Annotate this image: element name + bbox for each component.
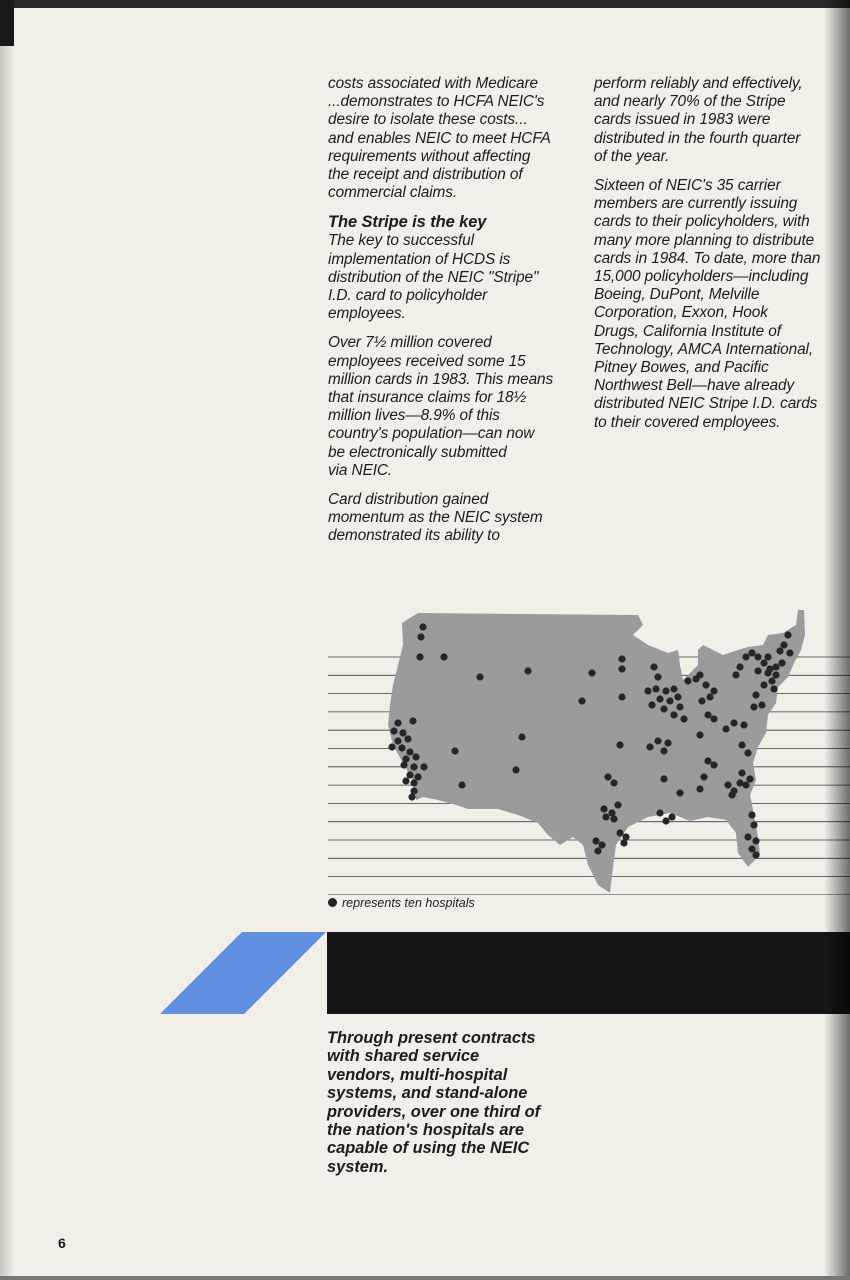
hospital-dot [404,735,411,742]
hospital-dot [398,744,405,751]
hospital-dot [578,697,585,704]
hospital-dot [390,727,397,734]
legend-dot-icon [328,898,337,907]
hospital-dot [710,761,717,768]
hospital-dot [744,749,751,756]
hospital-dot [748,845,755,852]
hospital-dot [656,695,663,702]
paragraph: perform reliably and effectively, and nearly 70% of the Stripe cards issued in 1983 were distributed in the fourth quarter of the year. [594,75,803,165]
hospital-dot [752,691,759,698]
scan-corner [0,0,14,46]
hospital-dot [704,711,711,718]
hospital-dot [602,813,609,820]
blue-parallelogram [160,932,326,1014]
hospital-dot [660,747,667,754]
hospital-dot [706,693,713,700]
hospital-dot [416,653,423,660]
hospital-dot [778,659,785,666]
hospital-dot [414,773,421,780]
hospital-dot [440,653,447,660]
hospital-dot [656,809,663,816]
hospital-dot [406,748,413,755]
hospital-dot [524,667,531,674]
hospital-dot [410,779,417,786]
hospital-dot [700,773,707,780]
hospital-dot [662,687,669,694]
hospital-dot [614,801,621,808]
us-map [328,605,850,895]
hospital-dot [512,766,519,773]
hospital-dot [408,793,415,800]
hospital-dot [592,837,599,844]
hospital-dot [412,753,419,760]
hospital-dot [618,693,625,700]
hospital-dot [692,675,699,682]
hospital-dot [748,649,755,656]
hospital-dot [770,685,777,692]
hospital-dot [772,671,779,678]
hospital-dot [676,789,683,796]
hospital-dot [742,653,749,660]
map-legend [328,896,475,910]
hospital-dot [654,737,661,744]
hospital-dot [662,817,669,824]
hospital-dot [610,779,617,786]
hospital-dot [518,733,525,740]
section-heading: The Stripe is the key [328,213,487,232]
hospital-dot [776,647,783,654]
hospital-dot [760,681,767,688]
hospital-dot [402,777,409,784]
hospital-dot [660,705,667,712]
hospital-dot [750,703,757,710]
hospital-dot [660,775,667,782]
hospital-dot [738,769,745,776]
hospital-dot [620,839,627,846]
hospital-dot [754,667,761,674]
hospital-map-figure [328,605,850,915]
hospital-dot [417,633,424,640]
hospital-dot [786,649,793,656]
hospital-dot [730,719,737,726]
hospital-dot [738,741,745,748]
hospital-dot [410,763,417,770]
hospital-dot [698,697,705,704]
legend-text: represents ten hospitals [342,896,475,910]
hospital-dot [654,673,661,680]
hospital-dot [766,665,773,672]
hospital-dot [650,663,657,670]
hospital-dot [648,701,655,708]
hospital-dot [760,659,767,666]
hospital-dot [646,743,653,750]
hospital-dot [616,741,623,748]
hospital-dot [680,715,687,722]
page-number: 6 [58,1235,66,1251]
hospital-dot [668,813,675,820]
hospital-dot [704,757,711,764]
hospital-dot [742,781,749,788]
hospital-dot [618,655,625,662]
hospital-dot [476,673,483,680]
scan-top-edge [0,0,850,8]
hospital-dot [744,833,751,840]
hospital-dot [746,775,753,782]
paragraph: Card distribution gained momentum as the NEIC system demonstrated its ability to [328,491,543,545]
hospital-dot [420,763,427,770]
hospital-dot [664,739,671,746]
paragraph: Sixteen of NEIC's 35 carrier members are currently issuing cards to their policyholders, with many more planning to distribute cards in 1984. To date, more than 15,000 policyholders—including Boeing, DuPont, Melville Corporation, Exxon, Hook Drugs, California Institute of Technology, AMCA International, Pitney Bowes, and Pacific Northwest Bell—have already distributed NEIC Stripe I.D. cards to their covered employees. [594,177,821,431]
hospital-dot [604,773,611,780]
callout-quote: Through present contracts with shared service vendors, multi-hospital systems, and stand-alone providers, over one third of the nation's hospitals are capable of using the NEIC system. [327,1029,541,1176]
hospital-dot [674,693,681,700]
hospital-dot [748,811,755,818]
paragraph: The key to successful implementation of HCDS is distribution of the NEIC "Stripe" I.D. card to policyholder employees. [328,232,539,323]
hospital-dot [784,631,791,638]
hospital-dot [768,677,775,684]
hospital-dot [670,711,677,718]
black-band [327,932,850,1014]
hospital-dot [399,729,406,736]
hospital-dot [752,837,759,844]
hospital-dot [406,771,413,778]
hospital-dot [736,663,743,670]
hospital-dot [676,703,683,710]
hospital-dot [752,851,759,858]
hospital-dot [758,701,765,708]
hospital-dot [600,805,607,812]
hospital-dot [696,785,703,792]
hospital-dot [740,721,747,728]
scan-left-edge [0,0,14,1280]
hospital-dot [780,641,787,648]
hospital-dot [394,737,401,744]
hospital-dot [594,847,601,854]
scan-bottom-edge [0,1276,850,1280]
text-column-right [594,75,834,443]
hospital-dot [724,781,731,788]
text-column-left [328,75,578,557]
hospital-dot [728,791,735,798]
hospital-dot [394,719,401,726]
hospital-dot [722,725,729,732]
paragraph: Over 7½ million covered employees received some 15 million cards in 1983. This means that insurance claims for 18½ million lives—8.9% of this country's population—can now be electronically submitted via NEIC. [328,334,554,479]
hospital-dot [684,677,691,684]
hospital-dot [419,623,426,630]
hospital-dot [750,821,757,828]
hospital-dot [409,717,416,724]
hospital-dot [754,653,761,660]
hospital-dot [458,781,465,788]
hospital-dot [666,697,673,704]
paragraph: costs associated with Medicare ...demonstrates to HCFA NEIC's desire to isolate these costs... and enables NEIC to meet HCFA requirements without affecting the receipt and distribution of commercial claims. [328,75,551,202]
hospital-dot [696,731,703,738]
hospital-dot [710,715,717,722]
hospital-dot [644,687,651,694]
hospital-dot [618,665,625,672]
hospital-dot [598,841,605,848]
hospital-dot [710,687,717,694]
hospital-dot [652,685,659,692]
hospital-dot [670,685,677,692]
hospital-dot [388,743,395,750]
hospital-dot [400,761,407,768]
hospital-dot [588,669,595,676]
hospital-dot [616,829,623,836]
hospital-dot [610,815,617,822]
hospital-dot [764,653,771,660]
hospital-dot [451,747,458,754]
hospital-dot [732,671,739,678]
hospital-dot [702,681,709,688]
